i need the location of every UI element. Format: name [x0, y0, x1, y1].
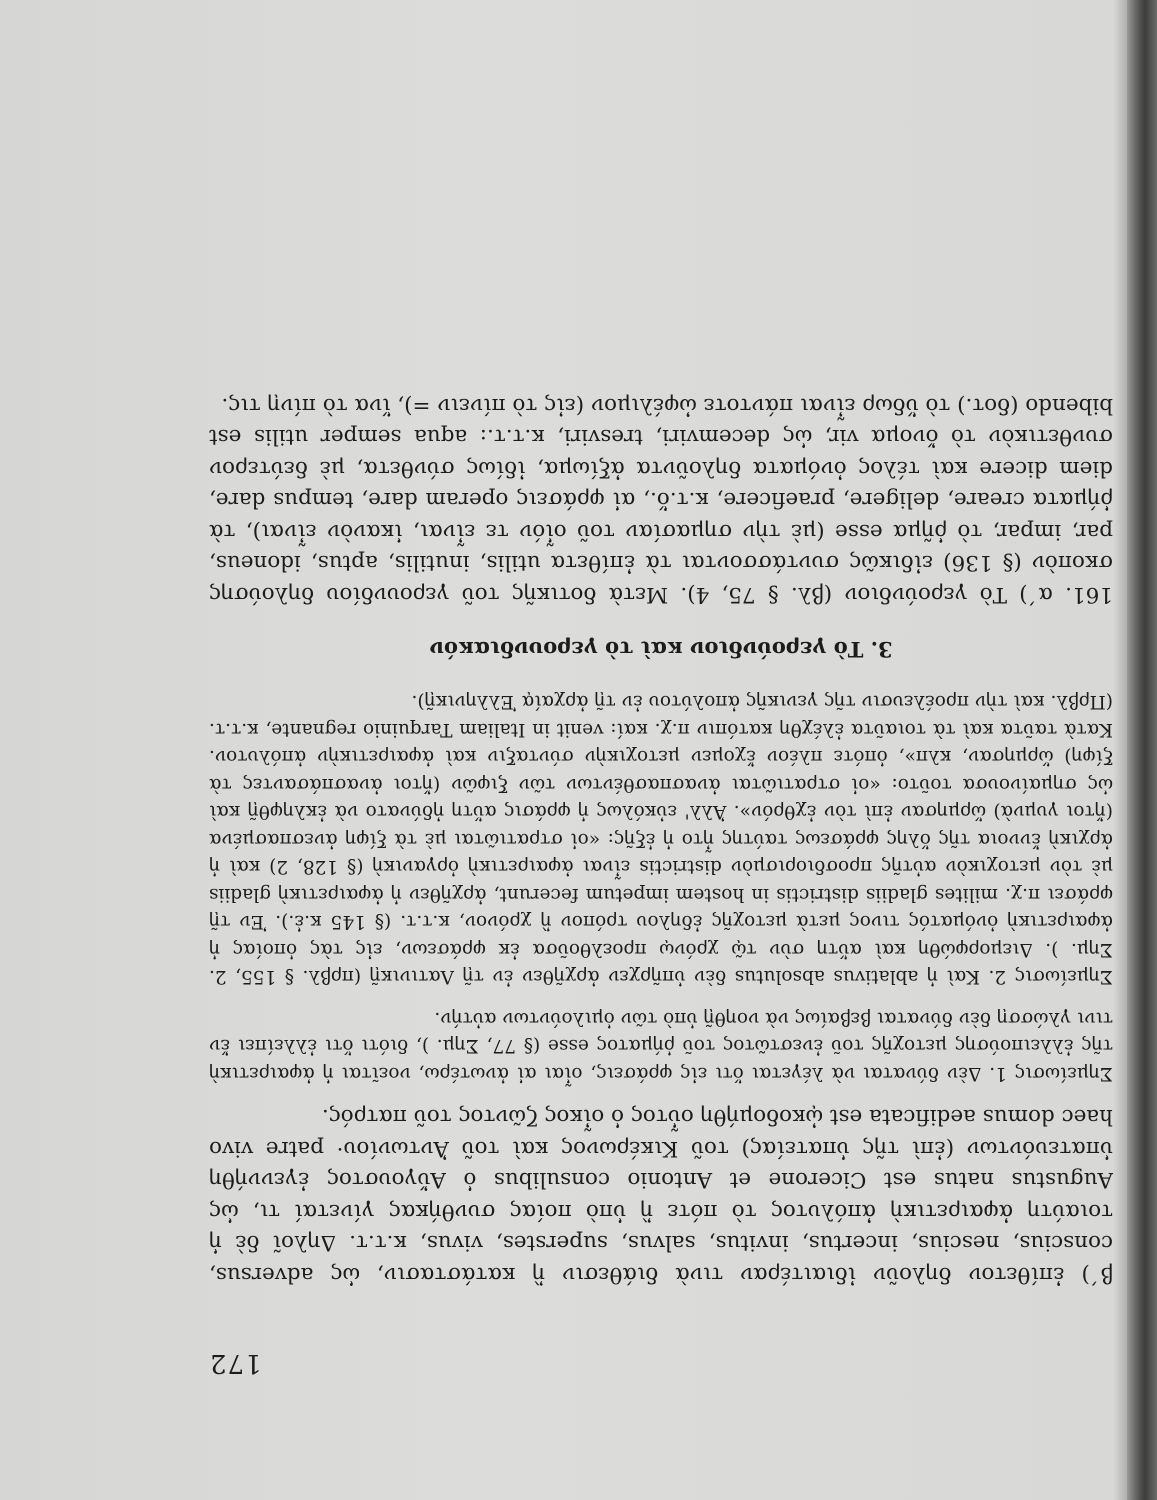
page-header: [209, 1348, 1113, 1378]
paragraph-161: 161. α΄) Τὸ γερούνδιον (βλ. § 75, 4). Μετὰ δοτικῆς τοῦ γερουνδίου δηλούσης σκοπὸν (§ 136) εἰδικῶς συντάσσονται τὰ ἐπίθετα utilis, inutilis, aptus, idoneus, par, impar, τὸ ῥῆμα esse (μὲ τὴν σημασίαν τοῦ οἷόν τε εἶναι, ἱκανὸν εἶναι), τὰ ῥήματα creare, deligere, praeficere, κ.τ.ὅ., αἱ φράσεις operam dare, tempus dare, diem dicere καὶ τέλος ὀνόματα δηλοῦντα ἀξίωμα, ἰδίως σύνθετα, μὲ δεύτερον συνθετικὸν τὸ ὄνομα vir, ὡς decemviri, tresviri, κ.τ.τ.: aqua semper utilis est bibendo (δοτ.) τὸ ὕδωρ εἶναι πάντοτε ὠφέλιμον (εἰς τὸ πίνειν =), ἵνα τὸ πίνῃ τις.: [209, 393, 1113, 607]
page-number: 172: [209, 1348, 262, 1378]
page-body: [209, 390, 1113, 1291]
section-heading: 3. Τὸ γερούνδιον καὶ τὸ γερουνδιακόν: [429, 637, 893, 662]
remark-1: Σημείωσις 1. Δὲν δύναται νὰ λέγεται ὅτι εἰς φράσεις, οἷαι αἱ ἀνωτέρω, νοεῖται ἡ ἀφαιρετικὴ τῆς ἐλλειπούσης μετοχῆς τοῦ ἐνεστῶτος τοῦ ῥήματος esse (§ 77, Σημ. ), διότι ὅτι ἐλλείπει ἔν τινι γλώσσῃ δὲν δύναται βεβαίως νὰ νοηθῇ ὑπὸ τῶν ὁμιλούντων αὐτήν.: [209, 1008, 1113, 1084]
paragraph-beta: β΄) ἐπίθετον δηλοῦν ἰδιαιτέραν τινὰ διάθεσιν ἢ κατάστασιν, ὡς adversus, conscius, nescius, incertus, invitus, salvus, superstes, vivus, κ.τ.τ. Δηλοῖ δὲ ἡ τοιαύτη ἀφαιρετικὴ ἀπόλυτος τὸ πότε ἢ ὑπὸ ποίας συνθήκας γίνεταί τι, ὡς Augustus natus est Cicerone et Antonio consulibus ὁ Αὔγουστος ἐγεννήθη ὑπατευόντων (ἐπὶ τῆς ὑπατείας) τοῦ Κικέρωνος καὶ τοῦ Ἀντωνίου· patre vivo haec domus aedificata est ᾠκοδομήθη οὗτος ὁ οἶκος ζῶντος τοῦ πατρός.: [209, 1104, 1113, 1287]
remark-2: Σημείωσις 2. Καὶ ἡ ablativus absolutus δὲν ὑπῆρχεν ἀρχῆθεν ἐν τῇ Λατινικῇ (πρβλ. § 155, 2. Σημ. ). Διεμορφώθη καὶ αὕτη σὺν τῷ χρόνῳ προελθοῦσα ἐκ φράσεων, εἰς τὰς ὁποίας ἡ ἀφαιρετικὴ ὀνόματός τινος μετὰ μετοχῆς ἐδηλου τρόπον ἢ χρόνον, κ.τ.τ. (§ 145 κ.ἑ.). Ἐν τῇ φράσει π.χ. milites gladiis districtis in hostem impetum fecerunt, ἀρχῆθεν ἡ ἀφαιρετικὴ gladiis μὲ τὸν μετοχικὸν αὐτῆς προσδιορισμὸν districtis εἶναι ἀφαιρετικὴ ὀργανικὴ (§ 128, 2) καὶ ἡ ἀρχικὴ ἔννοια τῆς ὅλης φράσεως ταύτης ἦτο ἡ ἑξῆς: «οἱ στρατιῶται μὲ τὰ ξίφη ἀνεσπασμένα (ἤτοι γυμνὰ) ὥρμησαν ἐπὶ τὸν ἐχθρόν». Ἀλλ' εὐκόλως ἡ φράσις αὕτη ἠδύνατο νὰ ἐκληφθῇ καὶ ὡς σημαίνουσα τοῦτο: «οἱ στρατιῶται ἀνασπασθέντων τῶν ξιφῶν (ἤτοι ἀνασπάσαντες τὰ ξίφη) ὥρμησαν, κλπ», ὁπότε πλέον ἔχομεν μετοχικὴν σύνταξιν καὶ ἀφαιρετικὴν ἀπόλυτον. Κατὰ ταῦτα καὶ τὰ τοιαῦτα ἐλέχθη κατόπιν π.χ. καί: venit in Italiam Tarquinio regnante, κ.τ.τ. (Πρβλ. καὶ τὴν προέλευσιν τῆς γενικῆς ἀπολύτου ἐν τῇ ἀρχαίᾳ Ἑλληνικῇ).: [209, 691, 1113, 988]
